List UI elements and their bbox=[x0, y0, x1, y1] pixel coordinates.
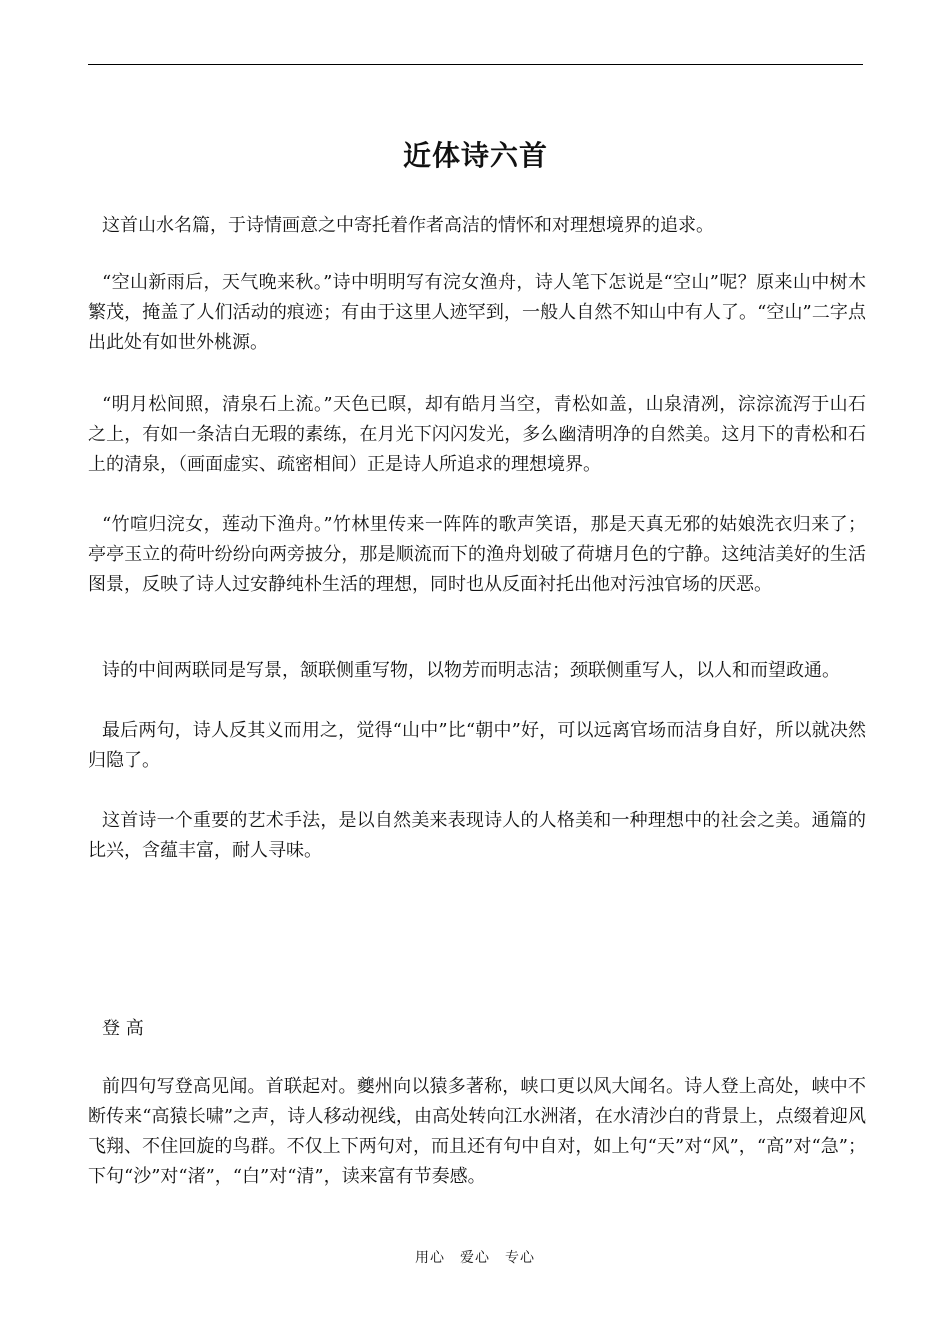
paragraph-deng-gao: 前四句写登高见闻。首联起对。夔州向以猿多著称，峡口更以风大闻名。诗人登上高处，峡中不断传来“高猿长啸”之声，诗人移动视线，由高处转向江水洲渚，在水清沙白的背景上，点缀着迎风飞翔、不住回旋的鸟群。不仅上下两句对，而且还有句中自对，如上句“天”对“风”，“高”对“急”；下句“沙”对“渚”，“白”对“清”，读来富有节奏感。 bbox=[88, 1076, 866, 1187]
paragraph-last-lines: 最后两句，诗人反其义而用之，觉得“山中”比“朝中”好，可以远离官场而洁身自好，所以就决然归隐了。 bbox=[88, 720, 866, 771]
header-rule bbox=[88, 64, 863, 65]
paragraph-bright-moon: “明月松间照，清泉石上流。”天色已暝，却有皓月当空，青松如盖，山泉清冽，淙淙流泻于山石之上，有如一条洁白无瑕的素练，在月光下闪闪发光，多么幽清明净的自然美。这月下的青松和石上的清泉，（画面虚实、疏密相间）正是诗人所追求的理想境界。 bbox=[88, 394, 866, 475]
paragraph-empty-mountain: “空山新雨后，天气晚来秋。”诗中明明写有浣女渔舟，诗人笔下怎说是“空山”呢？原来山中树木繁茂，掩盖了人们活动的痕迹；有由于这里人迹罕到，一般人自然不知山中有人了。“空山”二字点出此处有如世外桃源。 bbox=[88, 272, 866, 353]
paragraph-bamboo: “竹喧归浣女，莲动下渔舟。”竹林里传来一阵阵的歌声笑语，那是天真无邪的姑娘洗衣归来了；亭亭玉立的荷叶纷纷向两旁披分，那是顺流而下的渔舟划破了荷塘月色的宁静。这纯洁美好的生活图景，反映了诗人过安静纯朴生活的理想，同时也从反面衬托出他对污浊官场的厌恶。 bbox=[88, 514, 866, 595]
paragraph-art-technique: 这首诗一个重要的艺术手法，是以自然美来表现诗人的人格美和一种理想中的社会之美。通篇的比兴，含蕴丰富，耐人寻味。 bbox=[88, 810, 866, 861]
page-footer: 用心 爱心 专心 bbox=[415, 1250, 535, 1266]
paragraph-middle-couplets: 诗的中间两联同是写景，颔联侧重写物，以物芳而明志洁；颈联侧重写人，以人和而望政通。 bbox=[102, 660, 840, 681]
paragraph-intro: 这首山水名篇，于诗情画意之中寄托着作者高洁的情怀和对理想境界的追求。 bbox=[102, 215, 714, 236]
section-heading-deng-gao: 登 高 bbox=[102, 1018, 144, 1039]
page-title: 近体诗六首 bbox=[402, 138, 548, 172]
